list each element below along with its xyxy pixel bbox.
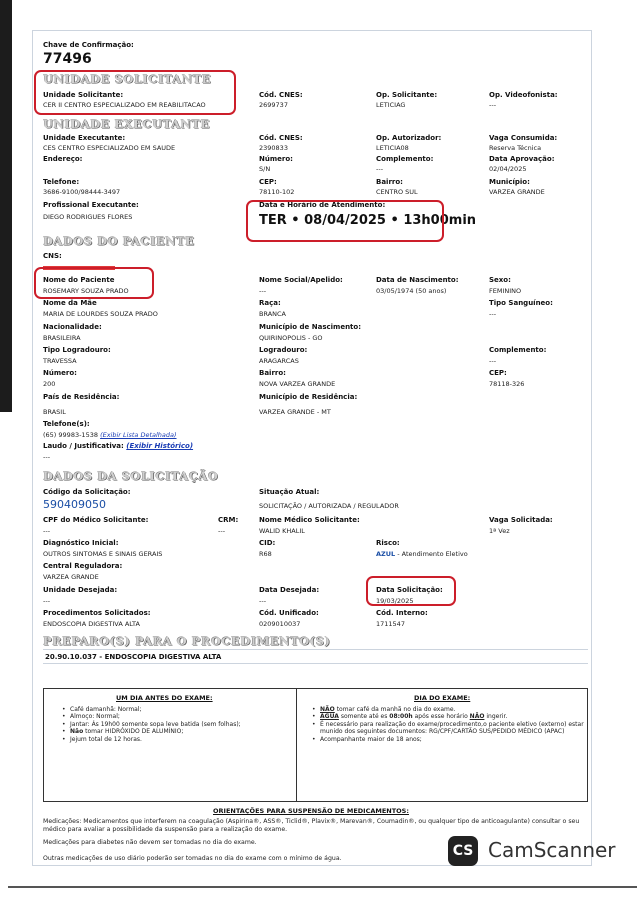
pais-residencia-label: País de Residência: — [43, 393, 120, 401]
cpf-medico-value: --- — [43, 527, 51, 535]
unidade-solicitante-label: Unidade Solicitante: — [43, 91, 124, 99]
highlight-atendimento — [246, 200, 444, 242]
scan-edge-bar — [0, 0, 12, 412]
data-aprovacao-value: 02/04/2025 — [489, 165, 527, 173]
orientacoes-p1: Medicações: Medicamentos que interferem na coagulação (Aspirina®, ASS®, Ticlid®, Plavix®, Marevan®, Coumadin®, ou qualquer tipo de anticoagulante) consultar o seu médico para avaliar a possibilidade da suspensão para a realização do exame. — [43, 818, 580, 833]
cod-interno-label: Cód. Interno: — [376, 609, 428, 617]
vaga-consumida-label: Vaga Consumida: — [489, 134, 558, 142]
endereco-label: Endereço: — [43, 155, 83, 163]
pac-numero-label: Número: — [43, 369, 77, 377]
section-unidade-executante: UNIDADE EXECUTANTE — [43, 117, 210, 131]
pac-complemento-label: Complemento: — [489, 346, 547, 354]
day-before-title: UM DIA ANTES DO EXAME: — [116, 694, 213, 702]
cod-unificado-label: Cód. Unificado: — [259, 609, 319, 617]
cid-value: R68 — [259, 550, 272, 558]
preparo-top-rule — [43, 649, 588, 650]
camscanner-text: CamScanner — [488, 838, 616, 862]
tipo-sanguineo-label: Tipo Sanguíneo: — [489, 299, 553, 307]
list-item — [62, 728, 292, 735]
nao-bold: Não — [70, 728, 84, 736]
nome-paciente-label: Nome do Paciente — [43, 276, 115, 284]
exam-instructions-box — [43, 688, 588, 802]
profissional-value: DIEGO RODRIGUES FLORES — [43, 213, 133, 221]
nome-medico-value: WALID KHALIL — [259, 527, 305, 535]
nome-mae-label: Nome da Mãe — [43, 299, 97, 307]
data-desejada-label: Data Desejada: — [259, 586, 320, 594]
data-solicitacao-value: 19/03/2025 — [376, 597, 414, 605]
list-item: • É necessário para realização do exame/procedimento,o paciente eletivo (externo) estar munido dos seguintes documentos: RG/CPF/CARTÃO SUS/PEDIDO MÉDICO (APAC) — [312, 721, 584, 736]
municipio-nascimento-label: Município de Nascimento: — [259, 323, 362, 331]
bairro-value: CENTRO SUL — [376, 188, 418, 196]
r2-f: ingerir. — [486, 713, 508, 721]
list-item: • Café damanhã: Normal; — [62, 706, 292, 713]
nome-medico-label: Nome Médico Solicitante: — [259, 516, 360, 524]
scan-bottom-edge — [8, 886, 637, 888]
section-unidade-solicitante: UNIDADE SOLICITANTE — [43, 72, 212, 86]
data-aprovacao-label: Data Aprovação: — [489, 155, 555, 163]
profissional-label: Profissional Executante: — [43, 201, 139, 209]
pac-cep-label: CEP: — [489, 369, 507, 377]
section-preparo: PREPARO(S) PARA O PROCEDIMENTO(S) — [43, 634, 331, 648]
procedimentos-value: ENDOSCOPIA DIGESTIVA ALTA — [43, 620, 140, 628]
list-item: • Jejum total de 12 horas. — [62, 736, 292, 743]
telefone-label: Telefone: — [43, 178, 80, 186]
telefones-row — [43, 431, 177, 439]
exam-day-title: DIA DO EXAME: — [414, 694, 471, 702]
vaga-solicitada-label: Vaga Solicitada: — [489, 516, 553, 524]
complemento-label: Complemento: — [376, 155, 434, 163]
document-page — [32, 30, 592, 866]
risco-desc: - Atendimento Eletivo — [397, 550, 468, 558]
nome-social-label: Nome Social/Apelido: — [259, 276, 343, 284]
exam-day-list — [312, 706, 584, 743]
complemento-value: --- — [376, 165, 384, 173]
op-videofonista-value: --- — [489, 101, 497, 109]
r2-nao: NÃO — [469, 713, 485, 721]
op-autorizador-label: Op. Autorizador: — [376, 134, 442, 142]
cep-value: 78110-102 — [259, 188, 295, 196]
pac-bairro-value: NOVA VARZEA GRANDE — [259, 380, 336, 388]
cpf-medico-label: CPF do Médico Solicitante: — [43, 516, 149, 524]
atendimento-label: Data e Horário de Atendimento: — [259, 201, 386, 209]
data-nascimento-label: Data de Nascimento: — [376, 276, 459, 284]
op-autorizador-value: LETICIA08 — [376, 144, 409, 152]
data-nascimento-value: 03/05/1974 (50 anos) — [376, 287, 447, 295]
sol-cnes-label: Cód. CNES: — [259, 91, 303, 99]
data-solicitacao-label: Data Solicitação: — [376, 586, 443, 594]
section-dados-solicitacao: DADOS DA SOLICITAÇÃO — [43, 469, 219, 483]
vaga-consumida-value: Reserva Técnica — [489, 144, 542, 152]
unidade-desejada-value: --- — [43, 597, 51, 605]
sexo-value: FEMININO — [489, 287, 522, 295]
codigo-solicitacao-label: Código da Solicitação: — [43, 488, 131, 496]
laudo-label: Laudo / Justificativa: — [43, 442, 124, 450]
section-dados-paciente: DADOS DO PACIENTE — [43, 234, 195, 248]
raca-value: BRANCA — [259, 310, 287, 318]
numero-label: Número: — [259, 155, 293, 163]
laudo-value: --- — [43, 453, 51, 461]
unidade-desejada-label: Unidade Desejada: — [43, 586, 118, 594]
sol-cnes-value: 2699737 — [259, 101, 288, 109]
tipo-logradouro-value: TRAVESSA — [43, 357, 77, 365]
tipo-sanguineo-value: --- — [489, 310, 497, 318]
pac-bairro-label: Bairro: — [259, 369, 286, 377]
exibir-historico-link[interactable]: (Exibir Histórico) — [126, 442, 194, 450]
pais-residencia-value: BRASIL — [43, 408, 66, 416]
atendimento-value: TER • 08/04/2025 • 13h00min — [259, 213, 477, 228]
unidade-solicitante-value: CER II CENTRO ESPECIALIZADO EM REABILITACAO — [43, 101, 206, 109]
nacionalidade-value: BRASILEIRA — [43, 334, 81, 342]
cns-label: CNS: — [43, 252, 62, 260]
crm-value: --- — [218, 527, 226, 535]
situacao-label: Situação Atual: — [259, 488, 320, 496]
unidade-executante-value: CES CENTRO ESPECIALIZADO EM SAUDE — [43, 144, 176, 152]
vaga-solicitada-value: 1ª Vez — [489, 527, 510, 535]
camscanner-logo: CS — [448, 836, 478, 866]
nome-mae-value: MARIA DE LOURDES SOUZA PRADO — [43, 310, 158, 318]
sexo-label: Sexo: — [489, 276, 511, 284]
municipio-nascimento-value: QUIRINOPOLIS - GO — [259, 334, 323, 342]
preparo-bottom-rule — [43, 663, 588, 664]
cod-interno-value: 1711547 — [376, 620, 405, 628]
risco-value: AZUL — [376, 550, 396, 558]
nome-social-value: --- — [259, 287, 267, 295]
highlight-nome-paciente — [34, 267, 154, 299]
situacao-value: SOLICITAÇÃO / AUTORIZADA / REGULADOR — [259, 502, 399, 510]
exibir-lista-link[interactable]: (Exibir Lista Detalhada) — [100, 431, 177, 439]
pac-numero-value: 200 — [43, 380, 56, 388]
exe-cnes-value: 2390833 — [259, 144, 288, 152]
municipio-residencia-label: Município de Residência: — [259, 393, 358, 401]
cid-label: CID: — [259, 539, 276, 547]
data-desejada-value: --- — [259, 597, 267, 605]
procedimentos-label: Procedimentos Solicitados: — [43, 609, 151, 617]
unidade-executante-label: Unidade Executante: — [43, 134, 126, 142]
exe-cnes-label: Cód. CNES: — [259, 134, 303, 142]
risco-label: Risco: — [376, 539, 400, 547]
day-before-list — [62, 706, 292, 743]
list-item — [312, 713, 584, 720]
laudo-row — [43, 442, 193, 450]
list-item — [312, 706, 584, 713]
municipio-label: Município: — [489, 178, 530, 186]
instructions-divider — [296, 689, 297, 801]
r2-time: 08:00h — [389, 713, 413, 721]
cep-label: CEP: — [259, 178, 277, 186]
orientacoes-p2: Medicações para diabetes não devem ser tomadas no dia do exame. — [43, 839, 257, 846]
nome-paciente-value: ROSEMARY SOUZA PRADO — [43, 287, 129, 295]
confirmation-key-label: Chave de Confirmação: — [43, 41, 134, 49]
tipo-logradouro-label: Tipo Logradouro: — [43, 346, 111, 354]
r2-agua: ÁGUA — [320, 713, 339, 721]
pac-cep-value: 78118-326 — [489, 380, 525, 388]
municipio-residencia-value: VARZEA GRANDE - MT — [259, 408, 331, 416]
op-videofonista-label: Op. Videofonista: — [489, 91, 558, 99]
list-item: • Acompanhante maior de 18 anos; — [312, 736, 584, 743]
confirmation-key-value: 77496 — [43, 51, 92, 67]
highlight-data-solicitacao — [366, 576, 456, 606]
op-solicitante-value: LETICIAG — [376, 101, 406, 109]
diagnostico-label: Diagnóstico Inicial: — [43, 539, 119, 547]
nacionalidade-label: Nacionalidade: — [43, 323, 102, 331]
r2-d: após esse horário — [414, 713, 468, 721]
raca-label: Raça: — [259, 299, 281, 307]
numero-value: S/N — [259, 165, 271, 173]
orientacoes-p3: Outras medicações de uso diário poderão ser tomadas no dia do exame com o mínimo de água. — [43, 855, 342, 862]
cod-unificado-value: 0209010037 — [259, 620, 301, 628]
telefones-value: (65) 99983-1538 — [43, 431, 98, 439]
bairro-label: Bairro: — [376, 178, 403, 186]
municipio-value: VARZEA GRANDE — [489, 188, 545, 196]
op-solicitante-label: Op. Solicitante: — [376, 91, 438, 99]
list-item: • Jantar: Ás 19h00 somente sopa leve batida (sem folhas); — [62, 721, 292, 728]
diagnostico-value: OUTROS SINTOMAS E SINAIS GERAIS — [43, 550, 163, 558]
codigo-solicitacao-value: 590409050 — [43, 498, 106, 511]
orientacoes-title: ORIENTAÇÕES PARA SUSPENSÃO DE MEDICAMENTOS: — [213, 807, 409, 815]
r2-b: somente até es — [340, 713, 388, 721]
r1-rest: tomar café da manhã no dia do exame. — [336, 706, 456, 713]
highlight-unidade-solicitante — [34, 70, 236, 115]
central-label: Central Reguladora: — [43, 562, 123, 570]
pac-complemento-value: --- — [489, 357, 497, 365]
central-value: VARZEA GRANDE — [43, 573, 99, 581]
crm-label: CRM: — [218, 516, 239, 524]
telefones-label: Telefone(s): — [43, 420, 90, 428]
preparo-item: 20.90.10.037 - ENDOSCOPIA DIGESTIVA ALTA — [45, 653, 222, 661]
telefone-value: 3686-9100/98444-3497 — [43, 188, 121, 196]
list-item: • Almoço: Normal; — [62, 713, 292, 720]
r1-nao: NÃO — [320, 706, 335, 713]
risco-row — [376, 550, 468, 558]
nao-rest: tomar HIDRÓXIDO DE ALUMÍNIO; — [85, 728, 184, 736]
logradouro-label: Logradouro: — [259, 346, 308, 354]
logradouro-value: ARAGARCAS — [259, 357, 299, 365]
